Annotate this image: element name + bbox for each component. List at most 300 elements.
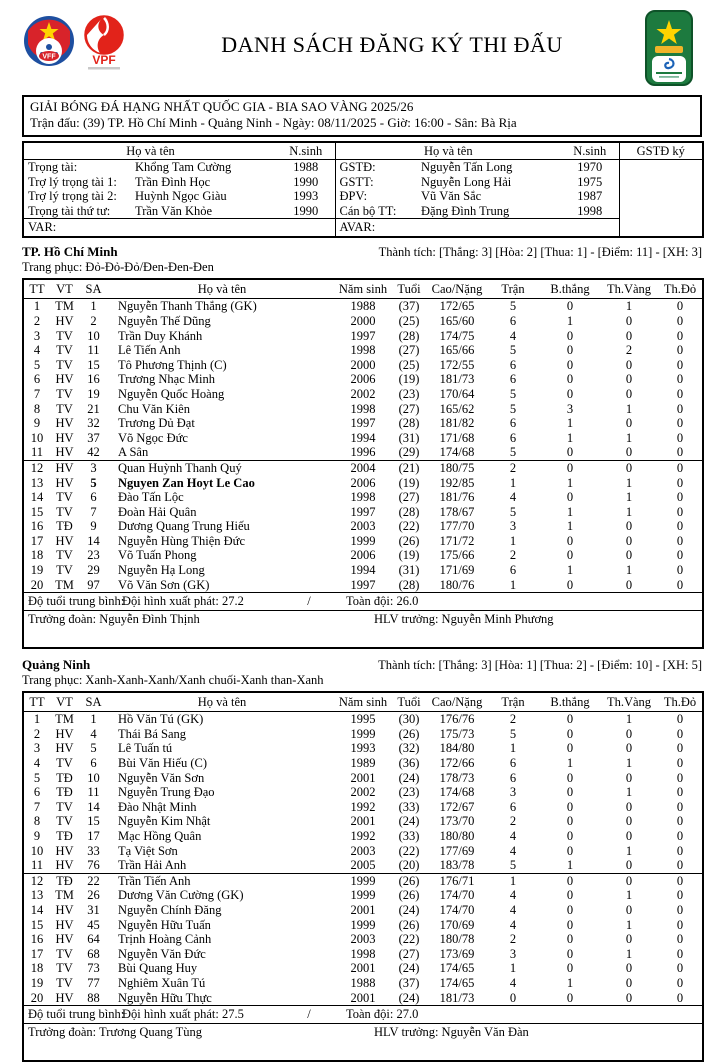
player-age: (25) [398,357,420,372]
player-position: TV [56,799,73,814]
player-number-order: 16 [30,932,44,947]
col-age: Tuổi [390,279,428,299]
player-position: TV [56,563,73,578]
player-yellow-cards: 0 [625,990,633,1005]
player-number-order: 10 [30,430,44,445]
player-matches: 5 [509,299,517,314]
player-row [23,800,703,815]
player-age: (31) [398,430,420,445]
player-matches: 2 [486,460,540,475]
player-red-cards: 0 [676,504,684,519]
player-age: (33) [398,799,420,814]
player-position: TV [56,975,73,990]
player-yellow-cards: 0 [625,741,633,756]
player-shirt-number: 23 [87,548,100,563]
player-position: HV [55,475,74,490]
player-red-cards: 0 [676,401,684,416]
player-birth-year: 2006 [350,475,376,490]
player-row [23,445,703,460]
col-goals: B.thắng [540,279,600,299]
player-position: TM [55,299,74,314]
player-position: HV [50,460,79,475]
player-yellow-cards: 0 [625,814,633,829]
player-row [23,932,703,947]
col-red: Th.Đỏ [658,279,703,299]
player-matches: 1 [486,873,540,888]
player-yellow-cards: 0 [600,873,658,888]
player-goals: 1 [566,430,574,445]
player-goals: 0 [566,902,574,917]
player-number-order: 3 [33,741,41,756]
player-shirt-number: 76 [87,858,100,873]
player-goals: 0 [566,961,574,976]
avg-starting: Đội hình xuất phát: 27.2 [122,594,244,609]
player-red-cards: 0 [676,770,684,785]
page-title: DANH SÁCH ĐĂNG KÝ THI ĐẤU [221,32,563,57]
player-name: Đào Nhật Minh [118,799,197,814]
player-birth-year: 1997 [350,577,376,592]
player-age: (25) [398,313,420,328]
official-role: Cán bộ TT: [335,204,421,219]
gstd-sign-cell [619,160,703,238]
col-tt: TT [23,279,50,299]
player-name: Tô Phương Thịnh (C) [118,357,227,372]
player-number-order: 14 [30,902,44,917]
player-name: Chu Văn Kiên [118,401,190,416]
player-goals: 0 [566,445,574,460]
player-row [23,431,703,446]
player-shirt-number: 10 [87,770,100,785]
player-yellow-cards: 0 [625,726,633,741]
player-matches: 4 [509,975,517,990]
officials-birth-header: N.sinh [277,142,335,160]
player-yellow-cards: 0 [625,372,633,387]
player-position: HV [55,902,74,917]
player-shirt-number: 15 [87,357,100,372]
player-shirt-number: 21 [87,401,100,416]
player-position: HV [55,313,74,328]
player-number-order: 16 [30,519,44,534]
player-age: (28) [398,577,420,592]
player-shirt-number: 17 [87,829,100,843]
official-year: 1988 [293,160,319,174]
avg-age-label: Độ tuổi trung bình: [28,1007,125,1022]
player-name: Hồ Văn Tú (GK) [118,712,204,727]
col-height-weight: Cao/Nặng [428,692,486,712]
player-position: HV [55,932,74,947]
player-name: Nguyen Zan Hoyt Le Cao [118,475,255,490]
player-shirt-number: 64 [87,932,100,947]
player-matches: 4 [509,829,517,843]
player-number-order: 11 [30,445,44,460]
player-shirt-number: 73 [87,961,100,976]
player-row [23,387,703,402]
officials-row [23,189,703,204]
player-row [23,741,703,756]
substitutes-list [23,460,703,592]
player-goals: 0 [566,548,574,563]
player-row [23,903,703,918]
player-goals: 0 [566,990,574,1005]
staff-row [23,1024,703,1062]
player-matches: 5 [509,343,517,358]
player-height-weight: 177/69 [439,843,475,858]
player-height-weight: 175/66 [439,548,475,563]
player-height-weight: 173/70 [439,814,475,829]
player-age: (26) [398,888,420,903]
player-number-order: 13 [30,888,44,903]
player-birth-year: 1989 [350,756,376,771]
player-matches: 4 [509,888,517,903]
player-age: (32) [398,741,420,756]
player-shirt-number: 14 [87,799,100,814]
player-yellow-cards: 2 [625,343,633,358]
team-header-home [22,244,702,260]
player-red-cards: 0 [676,490,684,505]
player-red-cards: 0 [658,460,703,475]
player-red-cards: 0 [676,990,684,1005]
head-coach: HLV trưởng: Nguyễn Minh Phương [374,612,554,627]
player-shirt-number: 1 [90,712,97,727]
player-goals: 0 [566,726,574,741]
substitutes-list [23,873,703,1005]
player-yellow-cards: 0 [625,548,633,563]
official-role: Trợ lý trọng tài 2: [28,189,117,204]
player-goals: 3 [566,401,574,416]
player-red-cards: 0 [676,932,684,947]
avg-total: Toàn đội: 27.0 [346,1007,419,1022]
player-height-weight: 165/66 [439,343,475,358]
player-shirt-number: 5 [90,475,97,490]
player-birth-year: 2001 [350,902,376,917]
avg-total: Toàn đội: 26.0 [346,594,419,609]
player-number-order: 19 [30,975,44,990]
player-goals: 0 [566,888,574,903]
player-age: (29) [398,445,420,460]
player-red-cards: 0 [676,416,684,431]
player-number-order: 18 [30,548,44,563]
player-matches: 6 [509,563,517,578]
player-goals: 0 [540,873,600,888]
player-age: (21) [390,460,428,475]
player-row [23,372,703,387]
player-goals: 1 [566,519,574,534]
official-year: 1993 [293,189,319,204]
player-name: Bùi Quang Huy [118,961,198,976]
team-name: TP. Hồ Chí Minh [22,244,118,260]
player-age: (26) [398,726,420,741]
player-goals: 0 [566,299,574,314]
player-number-order: 20 [30,990,44,1005]
player-number-order: 7 [33,799,41,814]
player-name: Nguyễn Hữu Thực [118,990,212,1005]
player-yellow-cards: 0 [625,577,633,592]
official-name: Huỳnh Ngọc Giàu [135,189,227,204]
official-role: Trợ lý trọng tài 1: [28,174,117,189]
player-red-cards: 0 [676,741,684,756]
player-birth-year: 2001 [350,990,376,1005]
competition-info [22,95,702,137]
player-height-weight: 174/70 [439,888,475,903]
team-record: Thành tích: [Thắng: 3] [Hòa: 2] [Thua: 1] - [Điểm: 11] - [XH: 3] [378,245,702,260]
player-birth-year: 2002 [350,785,376,800]
player-matches: 6 [509,313,517,328]
player-height-weight: 180/80 [439,829,475,843]
col-height-weight: Cao/Nặng [428,279,486,299]
player-number-order: 12 [23,460,50,475]
official-role: Trọng tài: [28,160,78,174]
player-name: Bùi Văn Hiếu (C) [118,756,207,771]
player-shirt-number: 6 [90,490,97,505]
player-yellow-cards: 0 [625,829,633,843]
player-birth-year: 2001 [350,814,376,829]
federation-logos [22,8,140,79]
team-record: Thành tích: [Thắng: 3] [Hòa: 1] [Thua: 2] - [Điểm: 10] - [XH: 5] [378,658,702,673]
player-matches: 3 [509,785,517,800]
player-name: Nghiêm Xuân Tú [118,975,206,990]
player-name: Trần Duy Khánh [118,328,203,343]
player-matches: 5 [509,858,517,873]
player-yellow-cards: 0 [625,416,633,431]
officials-row [23,204,703,219]
official-name: Trần Đình Học [135,174,211,189]
player-matches: 3 [509,946,517,961]
player-red-cards: 0 [658,873,703,888]
player-shirt-number: 10 [87,328,100,343]
head-coach: HLV trưởng: Nguyễn Văn Đàn [374,1025,529,1040]
col-name: Họ và tên [108,692,336,712]
player-height-weight: 176/76 [439,712,475,727]
player-goals: 0 [566,932,574,947]
player-position: TV [56,756,73,771]
player-birth-year: 1996 [350,445,376,460]
col-sa: SA [79,279,108,299]
player-birth-year: 2001 [350,961,376,976]
player-height-weight: 174/70 [439,902,475,917]
player-name: Võ Văn Sơn (GK) [118,577,210,592]
player-row [23,460,703,475]
official-name: Trần Văn Khỏe [135,203,213,218]
player-height-weight: 183/78 [439,858,475,873]
player-position: TV [56,343,73,358]
player-age: (28) [398,328,420,343]
avg-age-label: Độ tuổi trung bình: [28,594,125,609]
player-number-order: 18 [30,961,44,976]
player-yellow-cards: 0 [625,975,633,990]
player-name: Nguyễn Hữu Tuấn [118,917,211,932]
team-name: Quảng Ninh [22,657,91,673]
avg-separator: / [307,594,311,609]
player-height-weight: 171/72 [439,533,475,548]
player-row [23,519,703,534]
player-position: TĐ [50,873,79,888]
player-height-weight: 192/85 [439,475,475,490]
player-red-cards: 0 [676,533,684,548]
official-year: 1998 [577,203,603,218]
player-row [23,343,703,358]
player-matches: 6 [509,357,517,372]
player-height-weight: 172/67 [439,799,475,814]
player-name: Nguyễn Văn Đức [118,946,206,961]
player-shirt-number: 2 [90,313,97,328]
player-number-order: 6 [33,785,41,800]
player-position: HV [55,858,74,873]
player-goals: 0 [566,712,574,727]
avg-starting: Đội hình xuất phát: 27.5 [122,1007,244,1022]
player-shirt-number: 22 [79,873,108,888]
player-matches: 4 [509,843,517,858]
player-row [23,947,703,962]
player-age: (24) [398,990,420,1005]
official-name: Vũ Văn Sắc [421,189,482,204]
player-yellow-cards: 1 [625,785,633,800]
player-age: (30) [398,712,420,727]
player-name: Trần Hải Anh [118,858,187,873]
player-red-cards: 0 [676,975,684,990]
player-age: (23) [398,386,420,401]
player-name: Quan Huỳnh Thanh Quý [108,460,336,475]
player-position: TĐ [56,519,73,534]
player-name: Thái Bá Sang [118,726,187,741]
player-row [23,844,703,859]
col-goals: B.thắng [540,692,600,712]
player-shirt-number: 97 [87,577,100,592]
player-name: Đào Tấn Lộc [118,490,184,505]
vff-logo [22,14,76,79]
player-position: TV [56,946,73,961]
player-yellow-cards: 0 [625,902,633,917]
player-red-cards: 0 [676,917,684,932]
player-height-weight: 180/78 [439,932,475,947]
col-yellow: Th.Vàng [600,279,658,299]
player-position: TĐ [56,785,73,800]
player-name: Nguyễn Quốc Hoàng [118,386,225,401]
player-row [23,961,703,976]
player-row [23,814,703,829]
player-goals: 1 [566,858,574,873]
var-label: VAR: [23,219,335,238]
vff-logo-label: VFF [42,53,56,61]
player-yellow-cards: 0 [625,313,633,328]
player-birth-year: 1998 [350,946,376,961]
player-red-cards: 0 [676,756,684,771]
player-position: HV [55,416,74,431]
player-number-order: 11 [30,858,44,873]
player-age: (28) [398,504,420,519]
player-birth-year: 1998 [350,343,376,358]
player-height-weight: 172/66 [439,756,475,771]
player-birth-year: 2003 [350,932,376,947]
player-number-order: 6 [33,372,41,387]
player-height-weight: 170/64 [439,386,475,401]
player-yellow-cards: 1 [625,299,633,314]
player-goals: 0 [540,460,600,475]
player-age: (31) [398,563,420,578]
var-row [23,219,703,238]
player-shirt-number: 7 [90,504,97,519]
player-red-cards: 0 [676,299,684,314]
player-goals: 0 [566,917,574,932]
player-height-weight: 177/70 [439,519,475,534]
player-shirt-number: 32 [87,416,100,431]
player-red-cards: 0 [676,328,684,343]
player-yellow-cards: 0 [625,328,633,343]
player-yellow-cards: 0 [625,386,633,401]
player-shirt-number: 33 [87,843,100,858]
player-birth-year: 1995 [350,712,376,727]
player-goals: 0 [566,770,574,785]
player-position: HV [55,372,74,387]
player-number-order: 8 [33,814,41,829]
player-height-weight: 174/65 [439,975,475,990]
player-number-order: 7 [33,386,41,401]
official-name: Khổng Tam Cường [135,160,232,174]
col-sa: SA [79,692,108,712]
player-row [23,976,703,991]
player-name: Dương Quang Trung Hiếu [118,519,250,534]
player-age: (22) [398,932,420,947]
player-yellow-cards: 1 [625,843,633,858]
player-row [23,548,703,563]
player-matches: 0 [509,990,517,1005]
player-yellow-cards: 0 [600,460,658,475]
player-number-order: 15 [30,504,44,519]
player-goals: 1 [566,975,574,990]
player-height-weight: 165/60 [439,313,475,328]
official-name: Nguyễn Long Hải [421,174,512,189]
official-role: GSTT: [335,175,421,190]
col-vt: VT [50,692,79,712]
player-matches: 6 [509,416,517,431]
col-red: Th.Đỏ [658,692,703,712]
player-position: TV [56,504,73,519]
player-row [23,490,703,505]
player-goals: 0 [566,799,574,814]
player-height-weight: 176/71 [428,873,486,888]
player-birth-year: 2006 [350,372,376,387]
player-goals: 0 [566,829,574,843]
player-shirt-number: 77 [87,975,100,990]
player-height-weight: 171/68 [439,430,475,445]
player-name: Mạc Hồng Quân [118,829,202,843]
player-shirt-number: 45 [87,917,100,932]
player-number-order: 10 [30,843,44,858]
player-matches: 4 [509,490,517,505]
player-matches: 5 [509,386,517,401]
officials-table [22,141,704,238]
player-birth-year: 2003 [350,843,376,858]
player-position: HV [55,430,74,445]
player-age: (27) [398,401,420,416]
player-height-weight: 180/76 [439,577,475,592]
player-name: Trịnh Hoàng Cảnh [118,932,212,947]
player-matches: 5 [509,726,517,741]
player-shirt-number: 42 [87,445,100,460]
roster-header-row [23,279,703,299]
player-height-weight: 172/65 [439,299,475,314]
player-name: Nguyễn Văn Sơn [118,770,205,785]
col-birth: Năm sinh [336,279,390,299]
player-position: TV [56,548,73,563]
player-height-weight: 180/75 [428,460,486,475]
player-yellow-cards: 1 [625,475,633,490]
player-red-cards: 0 [676,386,684,401]
player-number-order: 14 [30,490,44,505]
officials-name-header-2: Họ và tên [335,142,561,160]
home-team-roster-table [22,278,704,649]
col-birth: Năm sinh [336,692,390,712]
player-matches: 2 [509,712,517,727]
